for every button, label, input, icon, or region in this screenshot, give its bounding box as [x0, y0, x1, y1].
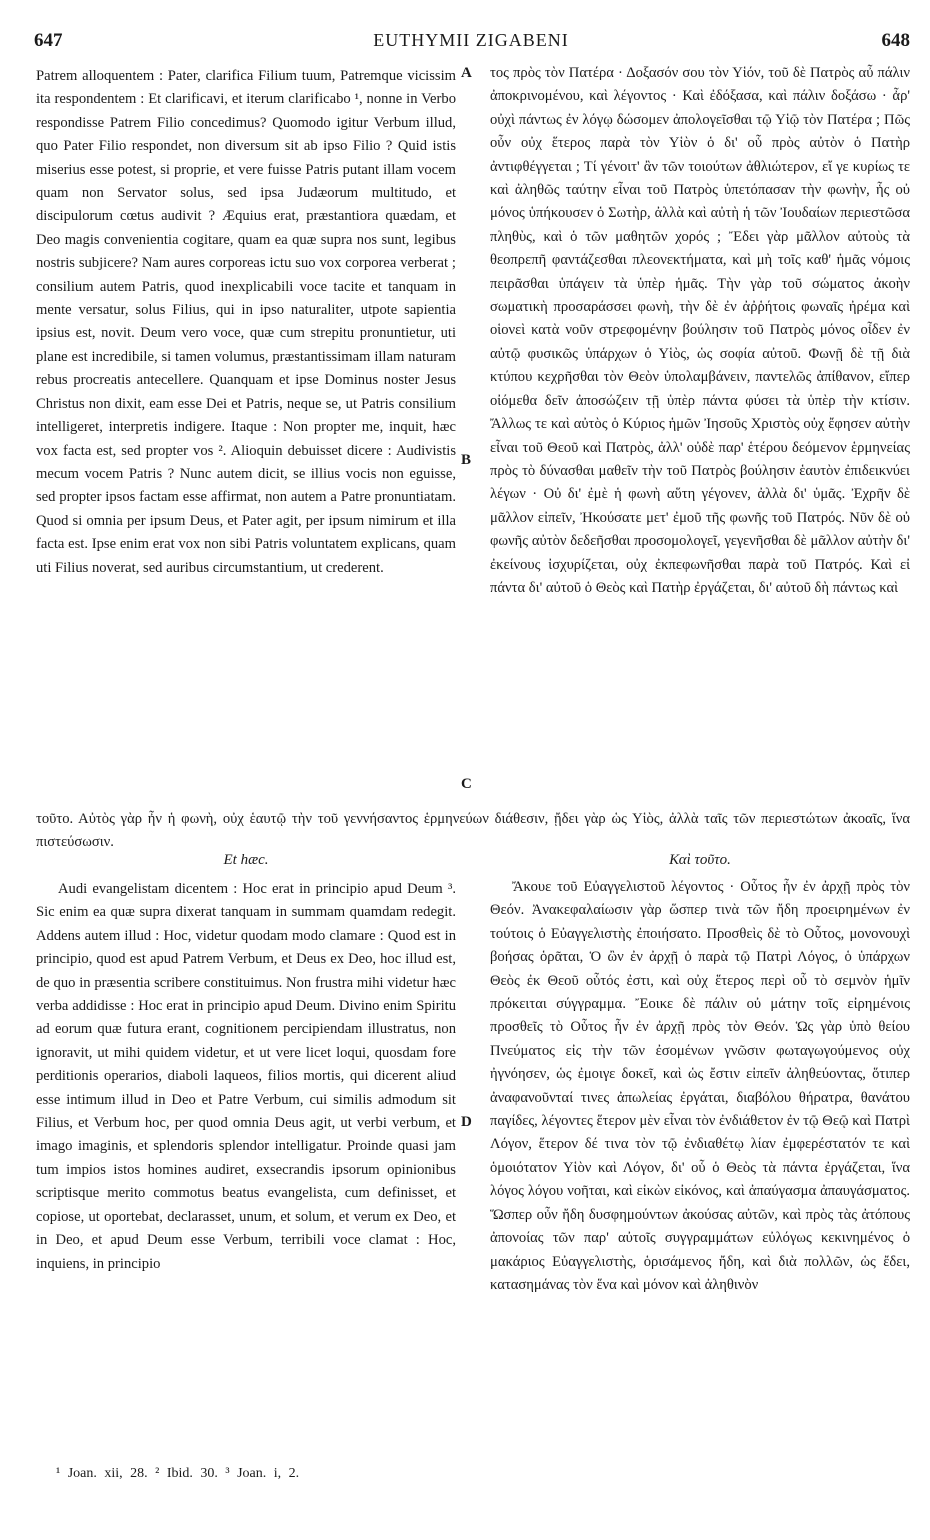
latin-paragraph-top: Patrem alloquentem : Pater, clarifica Filium tuum, Patremque vicissim ita respondentem : Et clarificavi, et iterum clarificabo ¹, nonne in Verbo respondisse Patrem Filio concedimus? Quomodo igitur Verbum illud, quo Pater Filio respondet, non diversum sit ab ipso Filio ? Quid istis miserius esse potest, si proprie, et vere fuisse Patris putant illam vocem quam non Servator solus, sed ipsa Judæorum multitudo, et discipulorum cœtus audivit ? Æquius erat, præstantiora quædam, et Deo magis convenientia cogitare, quam ea quæ supra nos sunt, legibus nostris subjicere? Nam aures corporeas ictu suo vox corporea verberat ; consilium autem Patris, quod inexplicabili voce tacite et tanquam in mente versatur, solus Filius, qui in ipso naturaliter, utpote sapientia ipsius est, novit. Deum vero voce, quæ cum strepitu pronuntietur, uti plane est incredibile, si tamen volumus, præstantissimam illam naturam rebus procreatis antecellere. Quanquam et ipse Dominus noster Jesus Christus non dixit, eam esse Dei et Patris, neque se, ut Patris consilium intelligeret, interpretis indigere. Itaque : Non propter me, inquit, hæc vox facta est, sed propter vos ². Alioquin debuisset dicere : Audivistis mecum vocem Patris ? Nunc autem dicit, se illius vocis non eguisse, sed propter ipsos factam esse affirmat, non autem a Patre pronuntiatam. Quod si omnia per ipsum Deus, et Pater agit, per ipsum nimirum et illa facta est. Ipse enim erat vox non sibi Patris voluntatem explicans, quam uti Filius noverat, sed auribus circumstantium, ut crederent. [36, 68, 456, 576]
greek-paragraph-bottom: Ἄκουε τοῦ Εὐαγγελιστοῦ λέγοντος · Οὗτος ἦν ἐν ἀρχῇ πρὸς τὸν Θεόν. Ἀνακεφαλαίωσιν γὰρ ὥσπερ τινὰ τῶν ἤδη προειρημένων ἐν τούτοις ὁ Εὐαγγελιστὴς ἐποιήσατο. Προσθεὶς δὲ τὸ Οὗτος, μονονουχὶ βοήσας ὁρᾶται, Ὁ ὢν ἐν ἀρχῇ ὁ παρὰ τῷ Πατρὶ Λόγος, ὁ ὑπάρχων Θεὸς ἐκ Θεοῦ οὗτός ἐστι, καὶ οὐχ ἕτερος περὶ οὗ τὸ σεμνὸν ἡμῖν πρόκειται σύγγραμμα. Ἔοικε δὲ πάλιν οὐ μάτην τοῖς εἰρημένοις προσθεῖς τὸ Οὗτος ἦν ἐν ἀρχῇ πρὸς τὸν Θεόν. Ὡς γὰρ ὑπὸ θείου Πνεύματος εἰς τὴν τῶν ἐσομένων γνῶσιν φωταγωγούμενος οὐχ ἠγνόησεν, ὡς ἐμοιγε δοκεῖ, καὶ ὡς ἔστιν εἰπεῖν ἀληθεύοντας, ὅτιπερ ἀναφανοῦνταί τινες ἀπωλείας ἐργάται, διαβόλου θήρατρα, θανάτου παγίδες, λέγοντες ἕτερον μὲν εἶναι τὸν ἐνδιάθετον ἐν τῷ Θεῷ καὶ Πατρὶ Λόγον, ἕτερον δέ τινα τὸν τῷ ἐνδιαθέτῳ λίαν ἐμφερέστατόν τε καὶ ὁμοιότατον Υἱὸν καὶ Λόγον, δι' οὗ ὁ Θεὸς τὰ πάντα ἐργάζεται, ἵνα λόγος λόγου νοῆται, καὶ εἰκὼν εἰκόνος, καὶ ἀπαύγασμα ἀπαυγάσματος. Ὥσπερ οὖν ἤδη δυσφημούντων ἀκούσας αὐτῶν, καὶ πρὸς τὰς ἀτόπους ἀπονοίας τῶν παρ' αὐτοῖς συγγραμμάτων εὐλόγως κεκινημένος ὁ μακάριος Εὐαγγελιστὴς, ὁρισάμενος ἤδη, καὶ διὰ πολλῶν, ὡς ἔδει, κατασημάνας τὸν ἕνα καὶ μόνον καὶ ἀληθινὸν [490, 879, 910, 1293]
greek-paragraph-top: τος πρὸς τὸν Πατέρα · Δοξασόν σου τὸν Υἱόν, τοῦ δὲ Πατρὸς αὖ πάλιν ἀποκρινομένου, καὶ λέγοντος · Καὶ ἐδόξασα, καὶ πάλιν δοξάσω · ἆρ' οὐχὶ πάντως ἐν λόγῳ δώσομεν ἀπολογεῖσθαι τῷ Υἱῷ τὸν Πατέρα ; Πῶς οὖν οὐχ ἕτερος παρὰ τὸν Υἱὸν ὁ δι' οὗ πρὸς αὐτὸν ὁ Πατὴρ ἀντιφθέγγεται ; Τί γένοιτ' ἂν τῶν τοιούτων ἀθλιώτερον, εἴ γε κυρίως τε καὶ ἀληθῶς ταύτην εἶναι τοῦ Πατρὸς ὑπετόπασαν τὴν φωνὴν, ἧς οὐ μόνος ὑπήκουσεν ὁ Σωτὴρ, ἀλλὰ καὶ αὐτὴ ἡ τῶν Ἰουδαίων περιεστῶσα πληθὺς, καὶ ὁ τῶν μαθητῶν χορός ; Ἔδει γὰρ μᾶλλον αὐτοὺς τὰ θεοπρεπῆ φαντάζεσθαι πλεονεκτήματα, καὶ μὴ τοῖς καθ' ἡμᾶς νόμοις πειρᾶσθαι ὑπάγειν τὰ ὑπὲρ ἡμᾶς. Τὴν γὰρ τοῦ σώματος ἀκοὴν σωματικὴ προσαράσσει φωνὴ, τὴν δὲ ἐν ἀῤῥήτοις φωναῖς ἠρέμα καὶ οἱονεὶ κατὰ νοῦν στρεφομένην βούλησιν τοῦ Πατρὸς μόνος οἶδεν ἐν αὐτῷ φυσικῶς ὑπάρχων ὁ Υἱὸς, ὡς σοφία αὐτοῦ. Φωνῇ δὲ τῇ διὰ κτύπου κεχρῆσθαι τὸν Θεὸν ὑπολαμβάνειν, παντελῶς ἀπίθανον, εἴπερ οἰόμεθα δεῖν ἀποσώζειν τῇ ὑπὲρ πάντα φύσει τὰ ὑπὲρ τὴν κτίσιν. Ἄλλως τε καὶ αὐτὸς ὁ Κύριος ἡμῶν Ἰησοῦς Χριστὸς οὐχ ἔφησεν αὐτὴν εἶναι τοῦ Θεοῦ καὶ Πατρὸς, ἀλλ' οὐδὲ παρ' ἑτέρου δεόμενον ἑρμηνείας πρὸς τὸ δύνασθαι μαθεῖν τὴν τοῦ Πατρὸς βούλησιν ἑαυτὸν ἐπιδεικνύει λέγων · Οὐ δι' ἐμὲ ἡ φωνὴ αὕτη γέγονεν, ἀλλὰ δι' ὑμᾶς. Ἐχρῆν δὲ μᾶλλον εἰπεῖν, Ἠκούσατε μετ' ἐμοῦ τῆς φωνῆς τοῦ Πατρός. Νῦν δὲ οὐ φωνῆς αὐτὸν δεδεῆσθαι προσομολογεῖ, γεγενῆσθαι δὲ μᾶλλον αὐτὴν δι' ἐκείνους ἰσχυρίζεται, οὐχ ἐκπεφωνῆσθαι παρὰ τοῦ Πατρός. Καὶ εἰ πάντα δι' αὐτοῦ ὁ Θεὸς καὶ Πατὴρ ἐργάζεται, δι' αὐτοῦ δὴ πάντως καὶ [490, 65, 910, 596]
footnotes: ¹ Joan. xii, 28. ² Ibid. 30. ³ Joan. i, 2. [56, 1466, 300, 1481]
latin-column-top [36, 65, 456, 580]
page-number-right: 648 [881, 30, 910, 51]
running-title: EUTHYMII ZIGABENI [373, 30, 569, 50]
margin-marker-c: C [461, 776, 472, 792]
margin-marker-a: A [461, 65, 472, 81]
margin-marker-d: D [461, 1114, 472, 1130]
latin-column-bottom [36, 878, 456, 1276]
greek-column-bottom [490, 876, 910, 1297]
page-number-left: 647 [34, 30, 63, 51]
greek-continuation: τοῦτο. Αὐτὸς γὰρ ἦν ἡ φωνὴ, οὐχ ἑαυτῷ τὴν τοῦ γεννήσαντος ἑρμηνεύων διάθεσιν, ᾔδει γὰρ ὡς Υἱὸς, ἀλλὰ ταῖς τῶν περιεστώτων ἀκοαῖς, ἵνα πιστεύσωσιν. [36, 811, 910, 851]
section-title-latin: Et hæc. [223, 852, 269, 868]
margin-marker-b: B [461, 452, 472, 468]
latin-paragraph-bottom: Audi evangelistam dicentem : Hoc erat in principio apud Deum ³. Sic enim ea quæ supra dixerat tanquam in summam quamdam redegit. Addens autem illud : Hoc, videtur quodam modo clamare : Quod est in principio, quod est apud Patrem Verbum, et Deus ex Deo, hoc illud est, de quo in præsentia scribere constituimus. Non frustra mihi videtur hæc verba addidisse : Hoc erat in principio apud Deum. Divino enim Spiritu ad eorum quæ futura erant, cognitionem percipiendam illustratus, non ignoravit, ut mihi quidem videtur, et ut vere licet loqui, quosdam fore perditionis operarios, diaboli laqueos, filios mortis, qui dicerent aliud esse intimum illud in Deo et Patre Verbum, cui similis admodum sit Filius, et Verbum hoc, per quod omnia Deus agit, ut verbi verbum, et imago imaginis, et splendoris splendor intelligatur. Proinde quasi jam tum impios istos homines audiret, exsecrandis ipsorum opinionibus scriptisque merito commotus beatus evangelista, cum definisset, et copiose, ut oportebat, declarasset, unum, et solum, et verum ex Deo, et in Deo, et apud Deum esse Verbum, terribili voce clamat : Hoc, inquiens, in principio [36, 881, 456, 1272]
section-title-greek: Καὶ τοῦτο. [669, 852, 731, 868]
page-header [30, 30, 912, 58]
greek-column-top [490, 62, 910, 600]
